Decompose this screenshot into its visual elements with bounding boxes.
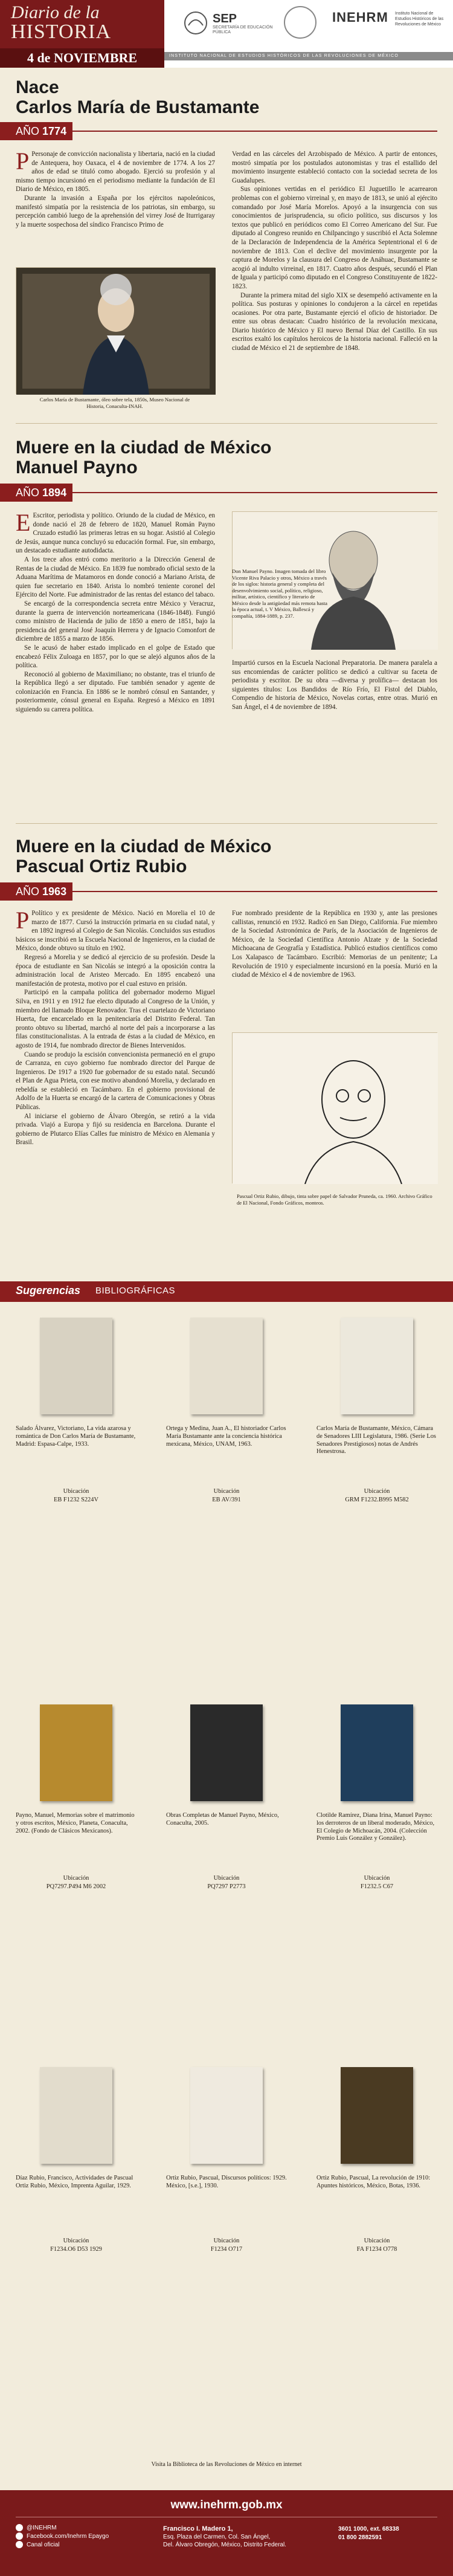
eagle-icon bbox=[181, 10, 210, 36]
paragraph: Verdad en las cárceles del Arzobispado de México. A partir de entonces, mostró simpatía por los postulados autonomistas y tras el estallido del movimiento insurgente estableció contacto con la sociedad secreta de los Guadalupes. bbox=[232, 150, 437, 184]
year-label: AÑO bbox=[16, 885, 40, 898]
social-links bbox=[16, 2524, 109, 2549]
bib-heading-italic: Sugerencias bbox=[16, 1284, 81, 1296]
portrait-image bbox=[232, 1032, 437, 1183]
paragraph: Reconoció al gobierno de Maximiliano; no obstante, tras el triunfo de la República llegó a ser diputado. Fue también senador y agente de colonización en Francia. En 1886 se le nombró cónsul en Santander, y posteriormente, cónsul general en España. Regresó a México en 1891 siguiendo su carrera política. bbox=[16, 670, 215, 714]
book-location: F1234 O717 bbox=[210, 2246, 243, 2253]
year-label: AÑO bbox=[16, 125, 40, 137]
year-rule bbox=[72, 131, 437, 132]
footer bbox=[0, 2490, 453, 2576]
portrait-ortiz-rubio-icon bbox=[233, 1033, 438, 1184]
sep-subtitle: SECRETARÍA DE EDUCACIÓN PÚBLICA bbox=[213, 25, 273, 34]
book-location: GRM F1232.B995 M582 bbox=[345, 1497, 409, 1503]
phone-block bbox=[338, 2525, 399, 2542]
book-location-label: Ubicación bbox=[364, 1875, 390, 1882]
year-badge bbox=[0, 122, 72, 140]
paragraph: Fue nombrado presidente de la República en 1930 y, ante las presiones callistas, renunció en 1932. Radicó en San Diego, California. Fue miembro de la Sociedad Astronómica de París, de la Asociación de Ingenieros de México, de la Sociedad Científica Antonio Alzate y de la Sociedad Michoacana de Geografía y Estadística. Publicó estudios científicos como Los Xalapasco de Tacámbaro. Escribió: Memorias de un penitente; La Revolución de 1910 y especialmente incursionó en la poesía. Murió en la ciudad de México el 4 de noviembre de 1963. bbox=[232, 910, 437, 979]
brand-line2: HISTORIA bbox=[11, 21, 112, 43]
paragraph: Cuando se produjo la escisión convencionista permaneció en el grupo de Carranza, en cuyo gobierno fue nombrado director del Parque de Ingenieros. De 1917 a 1920 fue gobernador de su estado natal. Secundó el Plan de Agua Prieta, con ese motivo abandonó Morelia, y declarado en rebeldía se estableció en Tacámbaro. En el gobierno provisional de Adolfo de la Huerta se encargó de la cartera de Comunicaciones y Obras Públicas. bbox=[16, 1050, 215, 1112]
book-citation: Ortiz Rubio, Pascual, La revolución de 1910: Apuntes históricos, México, Botas, 1936. bbox=[316, 2175, 431, 2189]
book-cover[interactable] bbox=[40, 1318, 112, 1414]
book-citation: Ortega y Medina, Juan A., El historiador Carlos María Bustamante ante la conciencia histórica mexicana, México, UNAM, 1963. bbox=[166, 1425, 286, 1448]
year-badge bbox=[0, 484, 72, 502]
book-citation: Carlos María de Bustamante, México, Cámara de Senadores LIII Legislatura, 1986. (Serie Los Senadores Prestigiosos) notas de Andrés Henestrosa. bbox=[316, 1425, 436, 1455]
book-location-label: Ubicación bbox=[213, 2238, 240, 2244]
book-cover[interactable] bbox=[341, 2067, 413, 2164]
book-location: F1232.5 C67 bbox=[360, 1883, 394, 1890]
book-location: F1234.O6 D53 1929 bbox=[50, 2246, 102, 2253]
section-payno bbox=[0, 434, 453, 821]
portrait-caption: Carlos María de Bustamante, óleo sobre tela, 1850s, Museo Nacional de Historia, Conaculta-INAH. bbox=[39, 396, 190, 409]
column-right bbox=[232, 150, 437, 353]
column-right bbox=[232, 909, 437, 980]
book-location-label: Ubicación bbox=[364, 2238, 390, 2244]
mexico-seal-icon bbox=[284, 6, 316, 39]
phone-1: 3601 1000, ext. 68338 bbox=[338, 2526, 399, 2532]
facebook-link[interactable]: Facebook.com/Inehrm Epaygo bbox=[16, 2532, 109, 2541]
paragraph: Sus opiniones vertidas en el periódico El Juguetillo le acarrearon problemas con el gobierno virreinal y, en mayo de 1813, se unió al ejército comandado por José María Morelos. Apoyó a la insurgencia con sus conocimientos de jurisprudencia, su oficio político, sus discursos y los textos que publicó en periódicos como El Correo Americano del Sur. Fue diputado al Congreso reunido en Chilpancingo y suscribió el Acta Solemne de la Declaración de Independencia de la América Septentrional el 6 de noviembre de 1813. Con el declive del movimiento insurgente por la captura de Morelos y la clausura del Congreso de Anáhuac, Bustamante se acogió al indulto virreinal, en 1817. Cuatro años después, secundó el Plan de Iguala y participó como diputado en el Congreso Constituyente de 1822-1823. bbox=[232, 186, 437, 290]
portrait-image bbox=[16, 267, 215, 394]
youtube-icon bbox=[16, 2541, 23, 2548]
drop-cap: P bbox=[16, 907, 30, 934]
portrait-bustamante-icon bbox=[16, 268, 216, 395]
inehrm-logo-text: INEHRM bbox=[332, 10, 388, 25]
paragraph: E Escritor, periodista y político. Oriundo de la ciudad de México, en donde nació el 28 de febrero de 1820, Manuel Román Payno Cruzado estudió las primeras letras en su hogar. Asistió al Colegio de Jesús, aunque nunca concluyó su educación formal. Fue, sin embargo, un destacado estudiante autodidacta. bbox=[16, 509, 215, 555]
address-line2: Esq. Plaza del Carmen, Col. San Ángel, bbox=[163, 2534, 271, 2540]
year-badge bbox=[0, 882, 72, 901]
title-line1: Nace bbox=[16, 77, 59, 97]
paragraph: Durante la invasión a España por los ejércitos napoleónicos, manifestó simpatía por la resistencia de los patriotas, sin embargo, su percepción cambió luego de la aprehensión del virrey José de Iturrigaray y la muerte sospechosa del síndico Francisco Primo de bbox=[16, 194, 215, 228]
section-bustamante bbox=[0, 68, 453, 418]
paragraph: Al iniciarse el gobierno de Álvaro Obregón, se retiró a la vida privada. Viajó a Europa y fijó su residencia en Barcelona. Durante el gobierno de Plutarco Elías Calles fue ministro de México en Alemania y Brasil. bbox=[16, 1112, 215, 1147]
visit-link[interactable]: Visita la Biblioteca de las Revoluciones de México en internet bbox=[151, 2461, 302, 2468]
facebook-icon bbox=[16, 2532, 23, 2540]
book-cover[interactable] bbox=[190, 1704, 263, 1801]
drop-cap: E bbox=[16, 509, 31, 536]
portrait-caption: Pascual Ortiz Rubio, dibujo, tinta sobre papel de Salvador Pruneda, ca. 1960. Archivo Gráfico de El Nacional, Fondo Gráficos, monteos. bbox=[237, 1193, 432, 1206]
institute-bar: INSTITUTO NACIONAL DE ESTUDIOS HISTÓRICOS DE LAS REVOLUCIONES DE MÉXICO bbox=[164, 52, 453, 60]
paragraph: Impartió cursos en la Escuela Nacional Preparatoria. De manera paralela a sus encomiendas de carácter político se dedicó a cultivar su faceta de periodista y escritor. De su obra —diversa y prolífica— destacan los siguientes títulos: Los Bandidos de Río Frío, El Fistol del Diablo, Compendio de historia de México, Novelas cortas, entre otras. Murió en San Ángel, el 4 de noviembre de 1894. bbox=[232, 659, 437, 711]
book-location: PQ7297.P494 M6 2002 bbox=[46, 1883, 106, 1890]
title-line2: Pascual Ortiz Rubio bbox=[16, 856, 187, 876]
bib-heading: BIBLIOGRÁFICAS bbox=[95, 1286, 176, 1296]
section-title bbox=[16, 837, 271, 876]
book-location-label: Ubicación bbox=[213, 1488, 240, 1495]
address bbox=[163, 2525, 286, 2549]
book-location-label: Ubicación bbox=[63, 2238, 89, 2244]
book-location-label: Ubicación bbox=[63, 1875, 89, 1882]
paragraph: Participó en la campaña política del gobernador moderno Miguel Silva, en 1911 y en 1912 fue electo diputado al Congreso de la Unión, y miembro del llamado Bloque Renovador. Tras el cuartelazo de Victoriano Huerta, fue encarcelado en la penitenciaría del Distrito Federal. Tan pronto obtuvo su libertad, marchó al norte del país a incorporarse a las filas constitucionalistas. A la entrada de éstas a la ciudad de México, en agosto de 1914, fue nombrado director de Bienes Intervenidos. bbox=[16, 989, 215, 1049]
year-value: 1963 bbox=[42, 885, 67, 898]
book-location-label: Ubicación bbox=[63, 1488, 89, 1495]
title-line1: Muere en la ciudad de México bbox=[16, 837, 272, 856]
year-value: 1774 bbox=[42, 125, 67, 137]
title-line2: Carlos María de Bustamante bbox=[16, 97, 260, 117]
book-citation: Obras Completas de Manuel Payno, México, Conaculta, 2005. bbox=[166, 1812, 279, 1827]
column-left bbox=[16, 511, 215, 714]
inehrm-subtitle: Instituto Nacional de Estudios Históricos de las Revoluciones de México bbox=[395, 11, 444, 27]
book-citation: Ortiz Rubio, Pascual, Discursos políticos: 1929. México, [s.e.], 1930. bbox=[166, 2175, 287, 2189]
book-cover[interactable] bbox=[40, 2067, 112, 2164]
brand-block bbox=[0, 0, 164, 68]
youtube-link[interactable]: Canal oficial bbox=[16, 2541, 109, 2549]
title-line1: Muere en la ciudad de México bbox=[16, 438, 272, 458]
book-citation: Salado Álvarez, Victoriano, La vida azarosa y romántica de Don Carlos María de Bustamante, Madrid: Espasa-Calpe, 1933. bbox=[16, 1425, 136, 1448]
paragraph: Se encargó de la correspondencia secreta entre México y Veracruz, durante la guerra de intervención norteamericana (1846-1848). Fungió como ministro de Hacienda de julio de 1850 a enero de 1851, bajo la presidencia del general José Joaquín Herrera y de Ignacio Comonfort de diciembre de 1855 a marzo de 1856. bbox=[16, 600, 215, 643]
brand-line1: Diario de la bbox=[11, 2, 100, 22]
book-citation: Clotilde Ramírez, Diana Irina, Manuel Payno: los derroteros de un liberal moderado, México, El Colegio de Michoacán, 2004. (Colección Premio Luis González y González). bbox=[316, 1812, 435, 1842]
divider bbox=[16, 823, 437, 824]
book-cover[interactable] bbox=[341, 1704, 413, 1801]
book-location: EB F1232 S224V bbox=[54, 1497, 98, 1503]
bibliography-header bbox=[0, 1281, 453, 1302]
phone-2: 01 800 2882591 bbox=[338, 2534, 382, 2541]
inehrm-logo[interactable] bbox=[332, 10, 447, 40]
book-cover[interactable] bbox=[341, 1318, 413, 1414]
section-title bbox=[16, 77, 259, 117]
paragraph: A los trece años entró como meritorio a la Dirección General de Rentas de la ciudad de México. En 1839 fue nombrado oficial sexto de la Aduana Marítima de Matamoros en donde conoció a Mariano Arista, de quien fue secretario en 1840. Arista lo nombró teniente coronel del Ejército del Norte. Fue administrador de las rentas del estanco del tabaco. bbox=[16, 555, 215, 599]
book-cover[interactable] bbox=[190, 1318, 263, 1414]
divider bbox=[16, 423, 437, 424]
year-rule bbox=[72, 891, 437, 892]
book-citation: Payno, Manuel, Memorias sobre el matrimonio y otros escritos, México, Planeta, Conaculta, 2002. (Fondo de Clásicos Mexicanos). bbox=[16, 1812, 135, 1834]
book-location-label: Ubicación bbox=[213, 1875, 240, 1882]
book-cover[interactable] bbox=[190, 2067, 263, 2164]
paragraph: Se le acusó de haber estado implicado en el golpe de Estado que encabezó Félix Zuloaga en 1857, por lo que se alejó algunos años de la política. bbox=[16, 644, 215, 670]
footer-url[interactable]: www.inehrm.gob.mx bbox=[170, 2499, 283, 2511]
section-title bbox=[16, 438, 271, 477]
book-location: PQ7297 P2773 bbox=[207, 1883, 246, 1890]
twitter-link[interactable]: @INEHRM bbox=[16, 2524, 109, 2532]
portrait-caption: Don Manuel Payno. Imagen tomada del libro Vicente Riva Palacio y otros, México a través de los siglos: historia general y completa del desenvolvimiento social, político, religioso, militar, artístico, científico y literario de México desde la antigüedad más remota hasta la época actual, t. V México, Ballescá y compañía, 1884-1889, p. 237. bbox=[232, 568, 327, 619]
year-value: 1894 bbox=[42, 487, 67, 499]
sep-logo-text: SEP bbox=[213, 12, 237, 25]
book-citation: Díaz Rubio, Francisco, Actividades de Pascual Ortiz Rubio, México, Imprenta Aguilar, 1929. bbox=[16, 2175, 133, 2189]
sep-logo[interactable] bbox=[181, 10, 272, 40]
book-cover[interactable] bbox=[40, 1704, 112, 1801]
column-right bbox=[232, 659, 437, 712]
column-left bbox=[16, 147, 215, 229]
paragraph: Regresó a Morelia y se dedicó al ejercicio de su profesión. Desde la época de estudiante en San Nicolás se integró a la oposición contra la administración local de Aristeo Mercado. En 1895 encabezó una manifestación de protesta, motivo por el cual estuvo en prisión. bbox=[16, 953, 215, 988]
date-banner: 4 de NOVIEMBRE bbox=[0, 48, 164, 68]
paragraph: P Personaje de convicción nacionalista y libertaria, nació en la ciudad de Antequera, hoy Oaxaca, el 4 de noviembre de 1774. A los 27 años de edad se tituló como abogado. Ejerció su profesión y al mismo tiempo incursionó en el periodismo mediante la fundación de El Diario de México, en 1805. bbox=[16, 147, 215, 193]
year-label: AÑO bbox=[16, 487, 40, 499]
header bbox=[0, 0, 453, 68]
section-ortiz-rubio bbox=[0, 833, 453, 1280]
column-left bbox=[16, 909, 215, 1147]
drop-cap: P bbox=[16, 147, 30, 175]
year-rule bbox=[72, 492, 437, 493]
paragraph: Durante la primera mitad del siglo XIX se desempeñó activamente en la política. Sus posturas y opiniones lo condujeron a la cárcel en repetidas ocasiones. Por otra parte, Bustamante ejerció el oficio de historiador. De entre sus obras destacan: Cuadro histórico de la revolución mexicana, Diario histórico de México y El nuevo Bernal Díaz del Castillo. En sus escritos exaltó los capítulos heroicos de la historia nacional. Falleció en la ciudad de México el 21 de septiembre de 1848. bbox=[232, 291, 437, 352]
book-location: EB AV/391 bbox=[212, 1497, 241, 1503]
book-location-label: Ubicación bbox=[364, 1488, 390, 1495]
address-line1: Francisco I. Madero 1, bbox=[163, 2525, 233, 2532]
book-location: FA F1234 O778 bbox=[356, 2246, 397, 2253]
twitter-icon bbox=[16, 2524, 23, 2531]
logos bbox=[181, 6, 447, 42]
address-line3: Del. Álvaro Obregón, México, Distrito Federal. bbox=[163, 2542, 286, 2548]
title-line2: Manuel Payno bbox=[16, 458, 138, 477]
paragraph: P Político y ex presidente de México. Nació en Morelia el 10 de marzo de 1877. Cursó la instrucción primaria en su ciudad natal, y en 1892 ingresó al Colegio de San Nicolás. Concluidos sus estudios básicos se inscribió en la Escuela Nacional de Ingenieros, en la ciudad de México, donde obtuvo su título en 1902. bbox=[16, 907, 215, 953]
